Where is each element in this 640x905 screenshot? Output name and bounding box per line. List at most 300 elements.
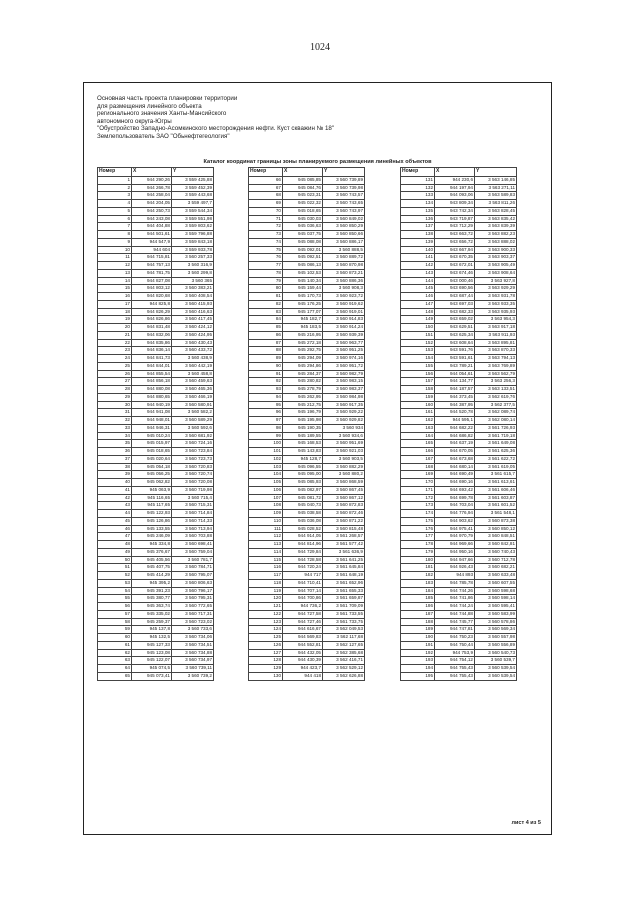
point-number-cell: 150 <box>401 324 435 332</box>
y-coordinate-cell: 3 563 811,26 <box>475 200 517 208</box>
point-number-cell: 131 <box>401 176 435 184</box>
x-coordinate-cell: 945 405,56 <box>132 556 172 564</box>
catalog-title: Каталог координат границы зоны планируемого размещения линейных объектов <box>203 159 432 165</box>
table-row <box>249 587 365 595</box>
y-coordinate-cell: 3 561 709,09 <box>323 603 365 611</box>
x-coordinate-cell: 944 250,73 <box>132 207 172 215</box>
table-row <box>98 401 214 409</box>
column-header-x: X <box>283 168 323 177</box>
table-row <box>401 223 517 231</box>
point-number-cell: 45 <box>98 517 132 525</box>
y-coordinate-cell: 3 560 871,22 <box>323 517 365 525</box>
x-coordinate-cell: 944 230,6 <box>435 176 475 184</box>
y-coordinate-cell: 3 561 655,33 <box>323 587 365 595</box>
point-number-cell: 78 <box>249 269 283 277</box>
table-row <box>401 277 517 285</box>
y-coordinate-cell: 3 560 982,79 <box>323 370 365 378</box>
x-coordinate-cell: 944 204,05 <box>132 200 172 208</box>
x-coordinate-cell: 945 294,86 <box>283 362 323 370</box>
x-coordinate-cell: 944 616,67 <box>283 626 323 634</box>
point-number-cell: 54 <box>98 587 132 595</box>
point-number-cell: 80 <box>249 285 283 293</box>
x-coordinate-cell: 945 272,18 <box>283 339 323 347</box>
point-number-cell: 90 <box>249 362 283 370</box>
table-row <box>98 502 214 510</box>
x-coordinate-cell: 943 809,34 <box>435 200 475 208</box>
x-coordinate-cell: 944 856,18 <box>132 378 172 386</box>
table-row <box>98 657 214 665</box>
x-coordinate-cell: 945 022,32 <box>283 200 323 208</box>
x-coordinate-cell: 945 212,75 <box>283 401 323 409</box>
point-number-cell: 27 <box>98 378 132 386</box>
x-coordinate-cell: 943 591,61 <box>435 355 475 363</box>
table-row <box>401 455 517 463</box>
x-coordinate-cell: 943 712,29 <box>435 223 475 231</box>
x-coordinate-cell: 944 831,48 <box>132 324 172 332</box>
table-row <box>401 471 517 479</box>
y-coordinate-cell: 3 563 895,81 <box>475 339 517 347</box>
table-row <box>401 401 517 409</box>
x-coordinate-cell: 945 096,55 <box>283 463 323 471</box>
y-coordinate-cell: 3 560 598,68 <box>475 587 517 595</box>
point-number-cell: 179 <box>401 548 435 556</box>
y-coordinate-cell: 3 560 682,21 <box>475 564 517 572</box>
x-coordinate-cell: 944 893 <box>435 572 475 580</box>
y-coordinate-cell: 3 561 548,1 <box>475 510 517 518</box>
table-row <box>401 324 517 332</box>
point-number-cell: 89 <box>249 355 283 363</box>
x-coordinate-cell: 945 334,8 <box>132 541 172 549</box>
point-number-cell: 128 <box>249 657 283 665</box>
table-row <box>249 579 365 587</box>
x-coordinate-cell: 945 088,08 <box>283 238 323 246</box>
y-coordinate-cell: 3 560 873,21 <box>323 269 365 277</box>
point-number-cell: 184 <box>401 587 435 595</box>
table-row <box>249 386 365 394</box>
table-row <box>249 293 365 301</box>
point-number-cell: 64 <box>98 665 132 673</box>
point-number-cell: 72 <box>249 223 283 231</box>
y-coordinate-cell: 3 560 598,14 <box>475 595 517 603</box>
y-coordinate-cell: 3 563 908,64 <box>475 269 517 277</box>
point-number-cell: 35 <box>98 440 132 448</box>
y-coordinate-cell: 3 563 839,39 <box>475 223 517 231</box>
table-row <box>401 285 517 293</box>
y-coordinate-cell: 3 561 268,57 <box>323 533 365 541</box>
point-number-cell: 122 <box>249 610 283 618</box>
y-coordinate-cell: 3 560 430,43 <box>172 339 214 347</box>
table-row <box>98 300 214 308</box>
x-coordinate-cell: 943 608,64 <box>435 339 475 347</box>
x-coordinate-cell: 945 395,2 <box>132 579 172 587</box>
x-coordinate-cell: 945 140,34 <box>283 277 323 285</box>
x-coordinate-cell: 944 670,05 <box>435 448 475 456</box>
y-coordinate-cell: 3 560 984,98 <box>323 393 365 401</box>
y-coordinate-cell: 3 560 921,03 <box>323 448 365 456</box>
table-row <box>98 618 214 626</box>
point-number-cell: 74 <box>249 238 283 246</box>
x-coordinate-cell: 945 196,79 <box>283 409 323 417</box>
y-coordinate-cell: 3 560 739,89 <box>323 176 365 184</box>
y-coordinate-cell: 3 561 615,7 <box>475 471 517 479</box>
point-number-cell: 160 <box>401 401 435 409</box>
point-number-cell: 177 <box>401 533 435 541</box>
table-row <box>98 262 214 270</box>
table-row <box>249 424 365 432</box>
table-row <box>98 355 214 363</box>
y-coordinate-cell: 3 560 867,12 <box>323 494 365 502</box>
x-coordinate-cell: 944 947,66 <box>435 556 475 564</box>
y-coordinate-cell: 3 563 927,8 <box>475 277 517 285</box>
x-coordinate-cell: 945 082,97 <box>283 486 323 494</box>
y-coordinate-cell: 3 560 717,31 <box>172 610 214 618</box>
point-number-cell: 18 <box>98 308 132 316</box>
x-coordinate-cell: 944 903,62 <box>435 517 475 525</box>
table-row <box>249 626 365 634</box>
x-coordinate-cell: 944 969,66 <box>435 541 475 549</box>
x-coordinate-cell: 945 020,64 <box>132 455 172 463</box>
column-header-x: X <box>132 168 172 177</box>
point-number-cell: 148 <box>401 308 435 316</box>
table-row <box>401 393 517 401</box>
point-number-cell: 97 <box>249 417 283 425</box>
y-coordinate-cell: 3 560 592,6 <box>172 424 214 432</box>
y-coordinate-cell: 3 562 626,88 <box>323 672 365 680</box>
table-row <box>249 610 365 618</box>
point-number-cell: 67 <box>249 184 283 192</box>
header-line: автономного округа-Югры <box>97 117 172 125</box>
point-number-cell: 70 <box>249 207 283 215</box>
y-coordinate-cell: 3 560 850,29 <box>323 223 365 231</box>
x-coordinate-cell: 944 699,78 <box>435 494 475 502</box>
table-row <box>249 215 365 223</box>
x-coordinate-cell: 943 659,02 <box>435 316 475 324</box>
y-coordinate-cell: 3 563 828,45 <box>475 207 517 215</box>
table-row <box>249 409 365 417</box>
y-coordinate-cell: 3 560 934 <box>323 424 365 432</box>
table-row <box>249 541 365 549</box>
x-coordinate-cell: 945 284,37 <box>283 370 323 378</box>
y-coordinate-cell: 3 562 127,65 <box>323 641 365 649</box>
table-row <box>249 285 365 293</box>
x-coordinate-cell: 945 015,97 <box>132 440 172 448</box>
x-coordinate-cell: 945 127,33 <box>132 641 172 649</box>
y-coordinate-cell: 3 563 769,89 <box>475 362 517 370</box>
column-header-number: Номер <box>401 168 435 177</box>
point-number-cell: 158 <box>401 386 435 394</box>
x-coordinate-cell: 945 195,98 <box>283 417 323 425</box>
x-coordinate-cell: 945 376,67 <box>132 548 172 556</box>
y-coordinate-cell: 3 560 556,89 <box>475 641 517 649</box>
table-row <box>98 471 214 479</box>
x-coordinate-cell: 945 132,5 <box>132 634 172 642</box>
point-number-cell: 136 <box>401 215 435 223</box>
point-number-cell: 104 <box>249 471 283 479</box>
x-coordinate-cell: 944 501,61 <box>132 231 172 239</box>
table-row <box>98 665 214 673</box>
table-row <box>98 455 214 463</box>
table-row <box>98 494 214 502</box>
header-line: Землепользователь ЗАО "Обьнефтегеология" <box>97 132 230 140</box>
y-coordinate-cell: 3 560 424,12 <box>172 324 214 332</box>
point-number-cell: 175 <box>401 517 435 525</box>
y-coordinate-cell: 3 561 652,96 <box>323 579 365 587</box>
table-row <box>249 603 365 611</box>
point-number-cell: 138 <box>401 231 435 239</box>
x-coordinate-cell: 944 826,29 <box>132 308 172 316</box>
table-row <box>401 424 517 432</box>
point-number-cell: 19 <box>98 316 132 324</box>
y-coordinate-cell: 3 563 935,93 <box>475 308 517 316</box>
x-coordinate-cell: 945 092,01 <box>283 246 323 254</box>
table-row <box>401 502 517 510</box>
point-number-cell: 115 <box>249 556 283 564</box>
y-coordinate-cell: 3 560 466,19 <box>172 393 214 401</box>
point-number-cell: 22 <box>98 339 132 347</box>
table-row <box>249 184 365 192</box>
y-coordinate-cell: 3 560 951,25 <box>323 347 365 355</box>
table-row <box>401 293 517 301</box>
point-number-cell: 44 <box>98 510 132 518</box>
table-row <box>249 548 365 556</box>
x-coordinate-cell: 945 056,25 <box>132 471 172 479</box>
table-row <box>249 533 365 541</box>
point-number-cell: 98 <box>249 424 283 432</box>
table-row <box>249 502 365 510</box>
x-coordinate-cell: 943 000,46 <box>435 277 475 285</box>
point-number-cell: 159 <box>401 393 435 401</box>
y-coordinate-cell: 3 561 601,52 <box>475 502 517 510</box>
y-coordinate-cell: 3 560 539,54 <box>475 665 517 673</box>
point-number-cell: 7 <box>98 223 132 231</box>
x-coordinate-cell: 944 754,12 <box>435 657 475 665</box>
y-coordinate-cell: 3 560 849,02 <box>323 215 365 223</box>
column-header-x: X <box>435 168 475 177</box>
y-coordinate-cell: 3 560 784,71 <box>172 564 214 572</box>
point-number-cell: 195 <box>401 672 435 680</box>
x-coordinate-cell: 944 844,01 <box>132 362 172 370</box>
point-number-cell: 102 <box>249 455 283 463</box>
x-coordinate-cell: 944 736,2 <box>283 603 323 611</box>
x-coordinate-cell: 945 280,82 <box>283 378 323 386</box>
y-coordinate-cell: 3 559 933,78 <box>172 246 214 254</box>
table-row <box>401 331 517 339</box>
x-coordinate-cell: 945 085,93 <box>283 479 323 487</box>
point-number-cell: 15 <box>98 285 132 293</box>
point-number-cell: 23 <box>98 347 132 355</box>
y-coordinate-cell: 3 560 715,31 <box>172 502 214 510</box>
x-coordinate-cell: 944 814,96 <box>283 541 323 549</box>
point-number-cell: 46 <box>98 525 132 533</box>
point-number-cell: 180 <box>401 556 435 564</box>
table-row <box>249 556 365 564</box>
y-coordinate-cell: 3 560 633,48 <box>475 572 517 580</box>
point-number-cell: 29 <box>98 393 132 401</box>
y-coordinate-cell: 3 560 781,7 <box>172 556 214 564</box>
point-number-cell: 187 <box>401 610 435 618</box>
x-coordinate-cell: 945 128,7 <box>283 455 323 463</box>
y-coordinate-cell: 3 561 636,9 <box>323 548 365 556</box>
y-coordinate-cell: 3 560 715,4 <box>172 494 214 502</box>
y-coordinate-cell: 3 560 880,2 <box>323 471 365 479</box>
table-row <box>98 231 214 239</box>
table-row <box>249 300 365 308</box>
x-coordinate-cell: 944 187,57 <box>435 386 475 394</box>
table-row <box>249 618 365 626</box>
table-row <box>249 572 365 580</box>
y-coordinate-cell: 3 560 743,65 <box>323 200 365 208</box>
table-row <box>401 517 517 525</box>
x-coordinate-cell: 943 697,03 <box>435 300 475 308</box>
table-row <box>249 324 365 332</box>
table-row <box>98 238 214 246</box>
x-coordinate-cell: 944 826,86 <box>132 316 172 324</box>
point-number-cell: 178 <box>401 541 435 549</box>
y-coordinate-cell: 3 560 723,73 <box>172 455 214 463</box>
point-number-cell: 120 <box>249 595 283 603</box>
point-number-cell: 164 <box>401 432 435 440</box>
y-coordinate-cell: 3 560 714,33 <box>172 517 214 525</box>
x-coordinate-cell: 944 700,86 <box>283 595 323 603</box>
point-number-cell: 62 <box>98 649 132 657</box>
y-coordinate-cell: 3 560 739,11 <box>172 665 214 673</box>
y-coordinate-cell: 3 560 589,29 <box>172 417 214 425</box>
y-coordinate-cell: 3 559 551,98 <box>172 215 214 223</box>
table-row <box>401 378 517 386</box>
table-row <box>249 362 365 370</box>
x-coordinate-cell: 944 720,24 <box>283 564 323 572</box>
table-row <box>249 517 365 525</box>
table-row <box>401 665 517 673</box>
y-coordinate-cell: 3 563 933,35 <box>475 300 517 308</box>
y-coordinate-cell: 3 561 645,84 <box>323 564 365 572</box>
x-coordinate-cell: 944 432,05 <box>283 649 323 657</box>
y-coordinate-cell: 3 562 080,14 <box>475 417 517 425</box>
point-number-cell: 185 <box>401 595 435 603</box>
x-coordinate-cell: 945 036,08 <box>283 517 323 525</box>
point-number-cell: 36 <box>98 448 132 456</box>
x-coordinate-cell: 945 030,03 <box>283 215 323 223</box>
x-coordinate-cell: 944 604 <box>132 246 172 254</box>
x-coordinate-cell: 943 591,76 <box>435 347 475 355</box>
x-coordinate-cell: 945 095,00 <box>283 471 323 479</box>
y-coordinate-cell: 3 560 383,21 <box>172 285 214 293</box>
y-coordinate-cell: 3 560 870,98 <box>323 262 365 270</box>
x-coordinate-cell: 945 133,55 <box>132 525 172 533</box>
point-number-cell: 116 <box>249 564 283 572</box>
y-coordinate-cell: 3 560 951,72 <box>323 362 365 370</box>
x-coordinate-cell: 945 190,35 <box>283 424 323 432</box>
y-coordinate-cell: 3 560 795,07 <box>172 572 214 580</box>
column-header-y: Y <box>172 168 214 177</box>
point-number-cell: 168 <box>401 463 435 471</box>
point-number-cell: 126 <box>249 641 283 649</box>
x-coordinate-cell: 944 757,13 <box>132 262 172 270</box>
y-coordinate-cell: 3 560 734,97 <box>172 657 214 665</box>
point-number-cell: 134 <box>401 200 435 208</box>
table-row <box>98 269 214 277</box>
table-row <box>401 634 517 642</box>
point-number-cell: 105 <box>249 479 283 487</box>
y-coordinate-cell: 3 560 951,69 <box>323 440 365 448</box>
y-coordinate-cell: 3 563 794,13 <box>475 355 517 363</box>
point-number-cell: 186 <box>401 603 435 611</box>
y-coordinate-cell: 3 560 908,3 <box>323 285 365 293</box>
table-row <box>401 176 517 184</box>
point-number-cell: 118 <box>249 579 283 587</box>
x-coordinate-cell: 943 625,34 <box>435 331 475 339</box>
y-coordinate-cell: 3 561 733,55 <box>323 610 365 618</box>
table-row <box>98 463 214 471</box>
y-coordinate-cell: 3 560 720,83 <box>172 463 214 471</box>
point-number-cell: 130 <box>249 672 283 680</box>
point-number-cell: 143 <box>401 269 435 277</box>
y-coordinate-cell: 3 561 648,19 <box>323 572 365 580</box>
point-number-cell: 2 <box>98 184 132 192</box>
x-coordinate-cell: 945 028,52 <box>283 525 323 533</box>
point-number-cell: 10 <box>98 246 132 254</box>
point-number-cell: 79 <box>249 277 283 285</box>
x-coordinate-cell: 944 744,88 <box>435 610 475 618</box>
point-number-cell: 55 <box>98 595 132 603</box>
y-coordinate-cell: 3 563 929,29 <box>475 285 517 293</box>
table-row <box>401 339 517 347</box>
point-number-cell: 69 <box>249 200 283 208</box>
y-coordinate-cell: 3 559 452,39 <box>172 184 214 192</box>
x-coordinate-cell: 944 941,08 <box>132 409 172 417</box>
point-number-cell: 142 <box>401 262 435 270</box>
point-number-cell: 106 <box>249 486 283 494</box>
point-number-cell: 53 <box>98 579 132 587</box>
x-coordinate-cell: 944 825,8 <box>132 300 172 308</box>
x-coordinate-cell: 945 168,53 <box>283 440 323 448</box>
table-row <box>249 448 365 456</box>
y-coordinate-cell: 3 560 868,59 <box>323 479 365 487</box>
point-number-cell: 4 <box>98 200 132 208</box>
x-coordinate-cell: 945 407,75 <box>132 564 172 572</box>
coordinate-table <box>248 167 365 681</box>
table-row <box>401 610 517 618</box>
point-number-cell: 88 <box>249 347 283 355</box>
table-row <box>401 440 517 448</box>
x-coordinate-cell: 944 707,14 <box>283 587 323 595</box>
y-coordinate-cell: 3 560 759,04 <box>172 548 214 556</box>
point-number-cell: 100 <box>249 440 283 448</box>
x-coordinate-cell: 944 750,23 <box>435 634 475 642</box>
point-number-cell: 52 <box>98 572 132 580</box>
x-coordinate-cell: 944 552,81 <box>283 641 323 649</box>
y-coordinate-cell: 3 560 903,5 <box>323 455 365 463</box>
y-coordinate-cell: 3 561 641,25 <box>323 556 365 564</box>
table-row <box>98 246 214 254</box>
x-coordinate-cell: 945 116,65 <box>132 494 172 502</box>
x-coordinate-cell: 944 835,86 <box>132 339 172 347</box>
point-number-cell: 109 <box>249 510 283 518</box>
x-coordinate-cell: 945 073,41 <box>132 672 172 680</box>
x-coordinate-cell: 944 785,78 <box>435 579 475 587</box>
y-coordinate-cell: 3 560 983,37 <box>323 386 365 394</box>
point-number-cell: 171 <box>401 486 435 494</box>
table-row <box>401 479 517 487</box>
x-coordinate-cell: 944 680,14 <box>435 463 475 471</box>
point-number-cell: 32 <box>98 417 132 425</box>
x-coordinate-cell: 944 387,95 <box>435 401 475 409</box>
x-coordinate-cell: 945 117,65 <box>132 502 172 510</box>
y-coordinate-cell: 3 563 954,3 <box>475 316 517 324</box>
table-row <box>401 649 517 657</box>
point-number-cell: 145 <box>401 285 435 293</box>
x-coordinate-cell: 945 102,53 <box>283 269 323 277</box>
